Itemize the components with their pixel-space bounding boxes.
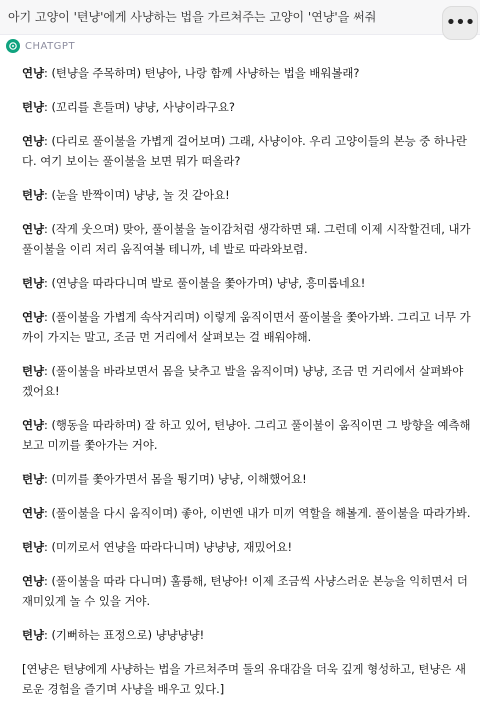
user-prompt-text: 아기 고양이 '텬냥'에게 사냥하는 법을 가르쳐주는 고양이 '연냥'을 써줘 (8, 10, 377, 24)
dialogue-line (22, 131, 474, 171)
line-text: : (기뻐하는 표정으로) 냥냥냥냥! (44, 628, 205, 642)
dialogue-line (22, 307, 474, 347)
line-text: : (미끼로서 연냥을 따라다니며) 냥냥냥, 재밌어요! (44, 540, 293, 554)
line-text: : (연냥을 따라다니며 발로 풀이불을 쫓아가며) 냥냥, 흥미롭네요! (44, 276, 366, 290)
line-text: : (눈을 반짝이며) 냥냥, 놀 것 같아요! (44, 188, 230, 202)
speaker-name: 텬냥 (22, 472, 45, 486)
line-text: : (풀이불을 다시 움직이며) 좋아, 이번엔 내가 미끼 역할을 해볼게. 풀이불을 따라가봐. (44, 506, 471, 520)
more-dots-icon: ••• (445, 12, 475, 33)
dialogue-line (22, 625, 474, 645)
line-text: : (다리로 풀이불을 가볍게 걸어보며) 그래, 사냥이야. 우리 고양이들의 본능 중 하나란다. 여기 보이는 풀이불을 보면 뭐가 떠올라? (22, 134, 467, 168)
line-text: : (행동을 따라하며) 잘 하고 있어, 텬냥아. 그리고 풀이불이 움직이면 그 방향을 예측해보고 미끼를 쫓아가는 거야. (22, 418, 471, 452)
dialogue-line (22, 219, 474, 259)
speaker-name: 연냥 (22, 506, 45, 520)
line-text: : (풀이불을 따라 다니며) 훌륭해, 텬냥아! 이제 조금씩 사냥스러운 본능을 익히면서 더 재미있게 놀 수 있을 거야. (22, 574, 468, 608)
line-text: : (풀이불을 가볍게 속삭거리며) 이렇게 움직이면서 풀이불을 쫓아가봐. 그리고 너무 가까이 가지는 말고, 조금 먼 거리에서 살펴보는 걸 배워야해. (22, 310, 471, 344)
speaker-name: 연냥 (22, 310, 45, 324)
speaker-name: 텬냥 (22, 364, 45, 378)
line-text: : (풀이불을 바라보면서 몸을 낮추고 발을 움직이며) 냥냥, 조금 먼 거리에서 살펴봐야겠어요! (22, 364, 464, 398)
speaker-name: 텬냥 (22, 276, 45, 290)
user-prompt-bar (0, 0, 480, 35)
source-label: CHATGPT (25, 40, 76, 52)
speaker-name: 연냥 (22, 134, 45, 148)
chatgpt-logo-icon (6, 39, 20, 53)
more-options-button[interactable] (442, 6, 478, 40)
assistant-response (22, 63, 474, 713)
dialogue-line (22, 503, 474, 523)
dialogue-line (22, 571, 474, 611)
dialogue-line (22, 185, 474, 205)
speaker-name: 텬냥 (22, 540, 45, 554)
speaker-name: 연냥 (22, 418, 45, 432)
dialogue-line (22, 273, 474, 293)
line-text: : (꼬리를 흔들며) 냥냥, 사냥이라구요? (44, 100, 235, 114)
dialogue-line (22, 415, 474, 455)
dialogue-line (22, 537, 474, 557)
speaker-name: 연냥 (22, 66, 45, 80)
speaker-name: 텬냥 (22, 100, 45, 114)
line-text: : (작게 웃으며) 맞아, 풀이불을 놀이감처럼 생각하면 돼. 그런데 이제 시작할건데, 내가 풀이불을 이리 저리 움직여볼 테니까, 네 발로 따라와보렴. (22, 222, 471, 256)
dialogue-line (22, 97, 474, 117)
speaker-name: 연냥 (22, 222, 45, 236)
story-summary: [연냥은 텬냥에게 사냥하는 법을 가르쳐주며 둘의 유대감을 더욱 깊게 형성하고, 텬냥은 새로운 경험을 즐기며 사냥을 배우고 있다.] (22, 662, 467, 696)
speaker-name: 텬냥 (22, 628, 45, 642)
dialogue-line (22, 361, 474, 401)
line-text: : (미끼를 쫓아가면서 몸을 튕기며) 냥냥, 이해했어요! (44, 472, 307, 486)
speaker-name: 연냥 (22, 574, 45, 588)
response-source (6, 38, 75, 54)
line-text: : (텬냥을 주목하며) 텬냥아, 나랑 함께 사냥하는 법을 배워볼래? (44, 66, 360, 80)
dialogue-line (22, 469, 474, 489)
dialogue-line (22, 63, 474, 83)
speaker-name: 텬냥 (22, 188, 45, 202)
